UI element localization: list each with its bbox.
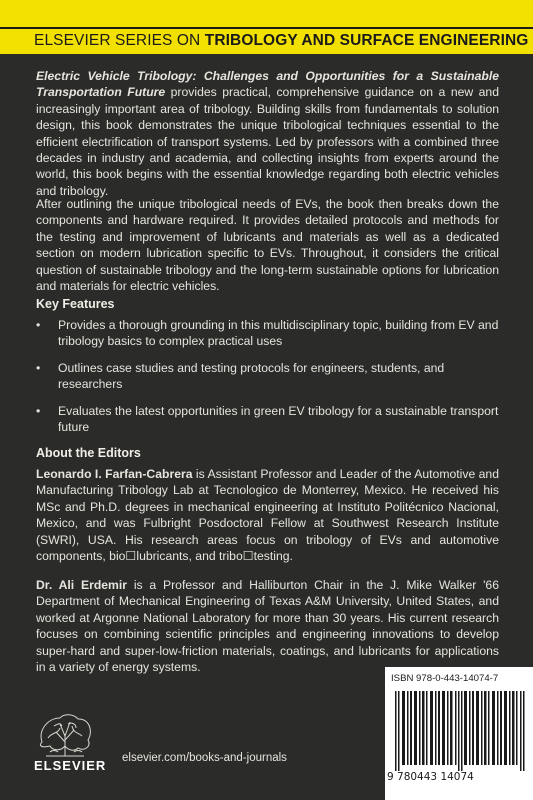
bullet-icon: •	[36, 360, 41, 375]
series-title	[34, 32, 528, 50]
publisher-website: elsevier.com/books-and-journals	[122, 752, 287, 764]
banner-rule	[0, 27, 533, 29]
series-name: TRIBOLOGY AND SURFACE ENGINEERING	[204, 32, 529, 49]
list-item	[36, 403, 499, 436]
editor-bio-1	[36, 466, 499, 564]
list-item	[36, 360, 499, 393]
book-title-lead: Electric Vehicle Tribology: Challenges and Opportunities for a Sustainable Transportation Future	[36, 69, 499, 100]
list-item	[36, 317, 499, 350]
series-banner	[0, 0, 533, 54]
bullet-icon: •	[36, 318, 41, 332]
barcode-icon	[395, 691, 527, 771]
publisher-name: ELSEVIER	[34, 758, 107, 773]
key-features-heading: Key Features	[36, 297, 115, 311]
series-prefix: ELSEVIER SERIES ON	[34, 32, 201, 49]
elsevier-tree-icon	[34, 712, 96, 758]
editor-bio-2	[36, 577, 499, 675]
feature-text: Outlines case studies and testing protocols for engineers, students, and researchers	[58, 360, 445, 392]
about-editors-heading: About the Editors	[36, 446, 141, 460]
description-para1-text: provides practical, comprehensive guidance on a new and increasingly important area of tribology. Building skills from fundamentals to solution design, this book demonstrates the unique tribological techniques essential to the efficient electrification of transport systems. Led by professors with a combined three decades in industry and academia, and collecting insights from experts around the world, this book begins with the essential knowledge regarding both electric vehicles and tribology.	[36, 85, 499, 198]
editor-name: Leonardo I. Farfan-Cabrera	[36, 467, 193, 481]
feature-text: Provides a thorough grounding in this multidisciplinary topic, building from EV and tribology basics to complex practical uses	[58, 318, 499, 349]
feature-text: Evaluates the latest opportunities in green EV tribology for a sustainable transport future	[58, 403, 499, 435]
editor-bio-text: is Assistant Professor and Leader of the Automotive and Manufacturing Tribology Lab at Tecnologico de Monterrey, Mexico. He received his MSc and Ph.D. degrees in mechanical engineering at Instituto Politécnico Nacional, Mexico, and was Fulbright Posdoctoral Fellow at Southwest Research Institute (SWRI), USA. His research areas focus on tribology of EVs and automotive components, bio☐lubricants, and tribo☐testing.	[36, 467, 499, 564]
bullet-icon: •	[36, 403, 41, 418]
editor-name: Dr. Ali Erdemir	[36, 578, 128, 592]
editor-bio-text: is a Professor and Halliburton Chair in the J. Mike Walker '66 Department of Mechanical Engineering of Texas A&M University, United States, and worked at Argonne National Laboratory for more than 30 years. His current research focuses on combining scientific principles and engineering innovations to develop super-hard and super-low-friction materials, coatings, and lubricants for applications in a variety of energy systems.	[36, 578, 499, 675]
barcode-label	[385, 667, 533, 800]
key-features-list	[36, 317, 499, 445]
isbn-text: ISBN 978-0-443-14074-7	[391, 673, 499, 684]
description-paragraph-1	[36, 68, 499, 199]
barcode-digits: 9 780443 14074	[387, 771, 474, 783]
description-paragraph-2: After outlining the unique tribological needs of EVs, the book then breaks down the components and hardware required. It provides detailed protocols and methods for the testing and improvement of lubricants and materials as well as a dedicated section on modern lubrication specific to EVs. Throughout, it considers the critical question of sustainable tribology and the long-term sustainable options for lubrication and materials for electric vehicles.	[36, 197, 499, 294]
